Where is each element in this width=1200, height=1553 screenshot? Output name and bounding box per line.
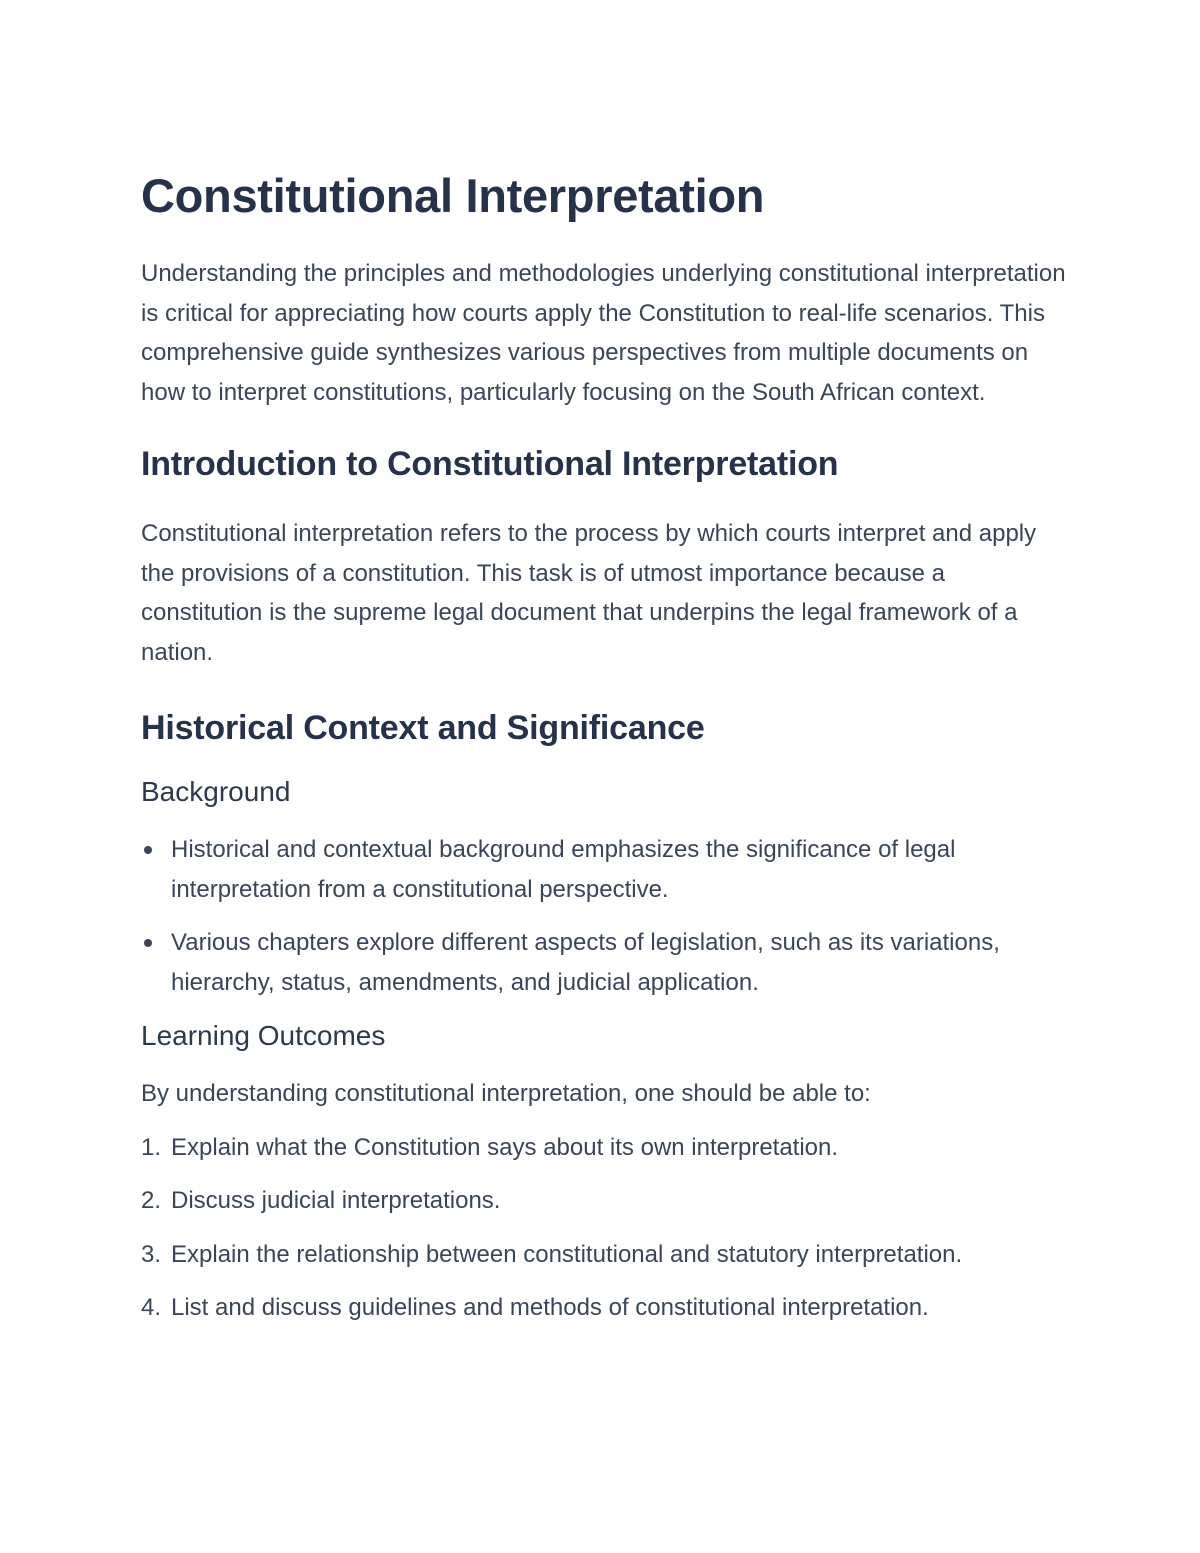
list-number: 1. (141, 1133, 162, 1161)
list-item (141, 923, 1071, 1002)
bullet-icon (144, 846, 152, 854)
list-item-text: Explain the relationship between constitutional and statutory interpretation. (171, 1240, 963, 1268)
intro-paragraph: Understanding the principles and methodologies underlying constitutional interpretation is critical for appreciating how courts apply the Constitution to real-life scenarios. This comprehensive guide synthesizes various perspectives from multiple documents on how to interpret constitutions, particularly focusing on the South African context. (141, 260, 1066, 406)
list-item (141, 1181, 1071, 1221)
list-item (141, 1128, 1071, 1168)
list-number: 3. (141, 1240, 162, 1268)
list-item-text: Discuss judicial interpretations. (171, 1187, 501, 1214)
list-item-text: Various chapters explore different aspects of legislation, such as its variations, hierarchy, status, amendments, and judicial application. (171, 929, 1000, 996)
subheading-background: Background (141, 776, 291, 807)
learning-outcomes-lead: By understanding constitutional interpretation, one should be able to: (141, 1080, 871, 1107)
bullet-icon (144, 939, 152, 947)
list-item-text: Historical and contextual background emphasizes the significance of legal interpretation from a constitutional perspective. (171, 836, 956, 903)
page-title: Constitutional Interpretation (141, 169, 765, 222)
section-heading-introduction: Introduction to Constitutional Interpretation (141, 445, 839, 483)
list-item (141, 1235, 1071, 1275)
section-heading-historical-context: Historical Context and Significance (141, 709, 705, 747)
subheading-learning-outcomes: Learning Outcomes (141, 1020, 386, 1051)
list-item (141, 1288, 1071, 1328)
introduction-paragraph: Constitutional interpretation refers to the process by which courts interpret and apply the provisions of a constitution. This task is of utmost importance because a constitution is the supreme legal document that underpins the legal framework of a nation. (141, 520, 1037, 666)
list-number: 4. (141, 1294, 162, 1321)
document-page (141, 168, 1071, 1342)
learning-outcomes-list (141, 1128, 1071, 1328)
list-item (141, 830, 1071, 909)
background-bullet-list (141, 830, 1071, 1002)
list-item-text: Explain what the Constitution says about its own interpretation. (171, 1133, 839, 1161)
list-item-text: List and discuss guidelines and methods of constitutional interpretation. (171, 1294, 929, 1321)
list-number: 2. (141, 1187, 162, 1214)
